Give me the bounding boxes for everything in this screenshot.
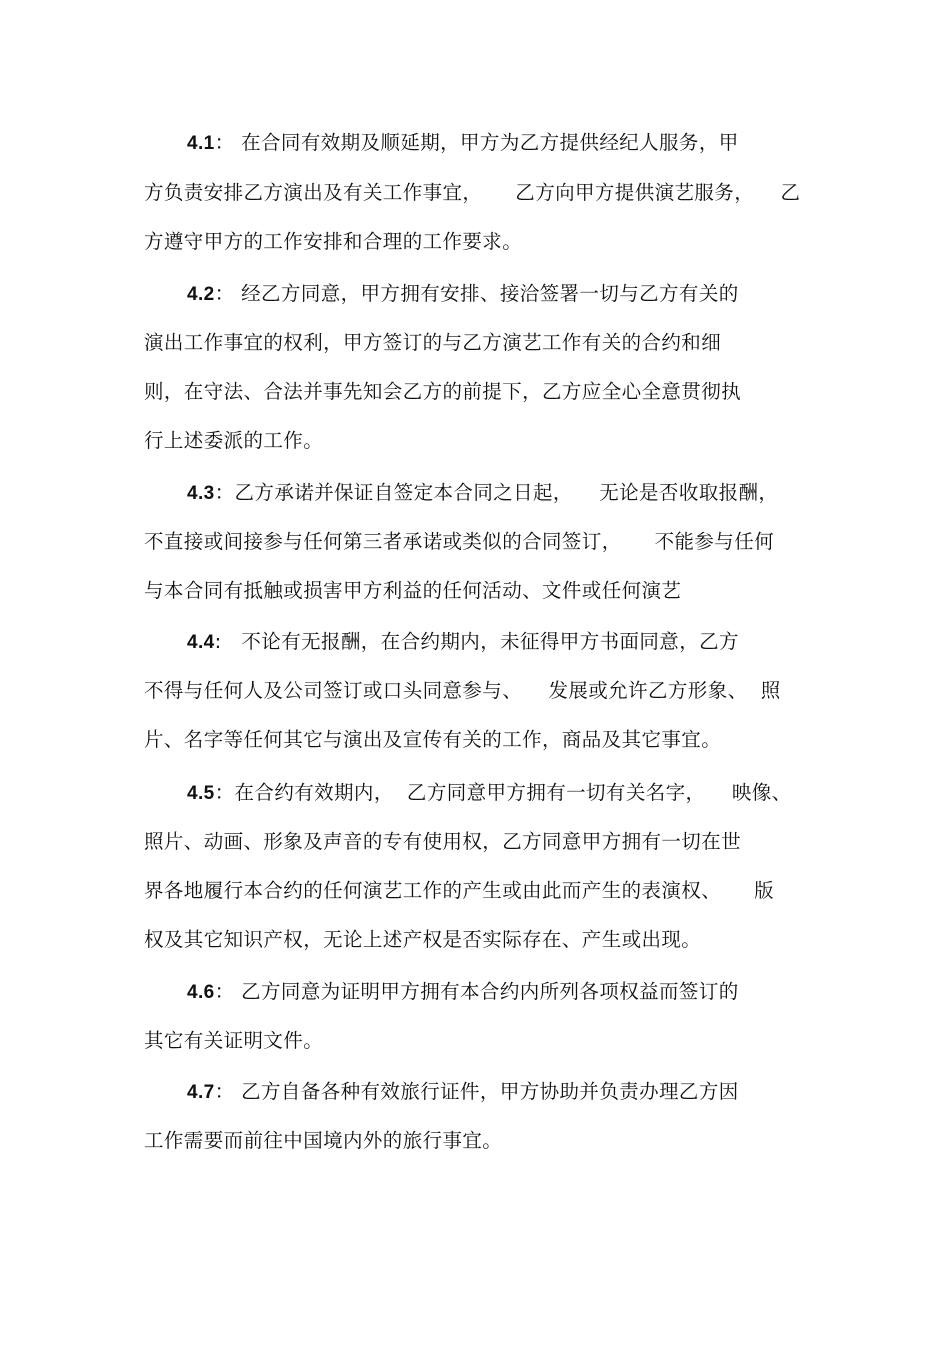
clause-4-4-line-1: [187, 628, 739, 657]
clause-4-3-line-2: 不直接或间接参与任何第三者承诺或类似的合同签订， 不能参与任何: [144, 530, 774, 553]
clause-4-7-line-1: [187, 1078, 739, 1107]
clause-number: 4.1: [187, 133, 215, 154]
clause-4-4-line-2: 不得与任何人及公司签订或口头同意参与、 发展或允许乙方形象、 照: [144, 679, 781, 702]
clause-number: 4.6: [187, 982, 215, 1003]
clause-4-6-line-2: 其它有关证明文件。: [144, 1029, 324, 1052]
clause-text: ： 乙方同意为证明甲方拥有本合约内所列各项权益而签订的: [214, 980, 739, 1003]
clause-4-3-line-3: 与本合同有抵触或损害甲方利益的任何活动、文件或任何演艺: [144, 579, 682, 602]
clause-4-2-line-1: [187, 280, 739, 309]
clause-4-5-line-2: 照片、动画、形象及声音的专有使用权，乙方同意甲方拥有一切在世: [144, 830, 742, 853]
clause-4-1-line-3: 方遵守甲方的工作安排和合理的工作要求。: [144, 230, 523, 253]
clause-4-1-line-1: [187, 129, 739, 158]
clause-number: 4.4: [187, 632, 215, 653]
clause-4-2-line-3: 则，在守法、合法并事先知会乙方的前提下，乙方应全心全意贯彻执: [144, 380, 742, 403]
clause-number: 4.2: [187, 284, 215, 305]
clause-4-1-line-2: 方负责安排乙方演出及有关工作事宜， 乙方向甲方提供演艺服务， 乙: [144, 181, 801, 204]
clause-text: ： 经乙方同意，甲方拥有安排、接洽签署一切与乙方有关的: [214, 282, 739, 305]
clause-number: 4.3: [187, 483, 215, 504]
clause-text: ： 在合同有效期及顺延期，甲方为乙方提供经纪人服务，甲: [214, 131, 739, 154]
clause-number: 4.5: [187, 783, 215, 804]
clause-4-2-line-4: 行上述委派的工作。: [144, 429, 324, 452]
clause-4-5-line-4: 权及其它知识产权，无论上述产权是否实际存在、产生或出现。: [144, 928, 702, 951]
clause-4-5-line-3: 界各地履行本合约的任何演艺工作的产生或由此而产生的表演权、 版: [144, 879, 774, 902]
clause-4-2-line-2: 演出工作事宜的权利，甲方签订的与乙方演艺工作有关的合约和细: [144, 331, 722, 354]
clause-4-3-line-1: [187, 479, 778, 508]
clause-4-5-line-1: [187, 779, 792, 808]
clause-text: : 不论有无报酬，在合约期内，未征得甲方书面同意，乙方: [214, 630, 739, 653]
clause-number: 4.7: [187, 1082, 215, 1103]
clause-4-6-line-1: [187, 978, 739, 1007]
clause-4-4-line-3: 片、名字等任何其它与演出及宣传有关的工作，商品及其它事宜。: [144, 728, 722, 751]
clause-text: ：乙方承诺并保证自签定本合同之日起， 无论是否收取报酬，: [214, 481, 779, 504]
clause-text: ：在合约有效期内， 乙方同意甲方拥有一切有关名字， 映像、: [214, 781, 792, 804]
clause-text: ： 乙方自备各种有效旅行证件，甲方协助并负责办理乙方因: [214, 1080, 739, 1103]
clause-4-7-line-2: 工作需要而前往中国境内外的旅行事宜。: [144, 1129, 503, 1152]
